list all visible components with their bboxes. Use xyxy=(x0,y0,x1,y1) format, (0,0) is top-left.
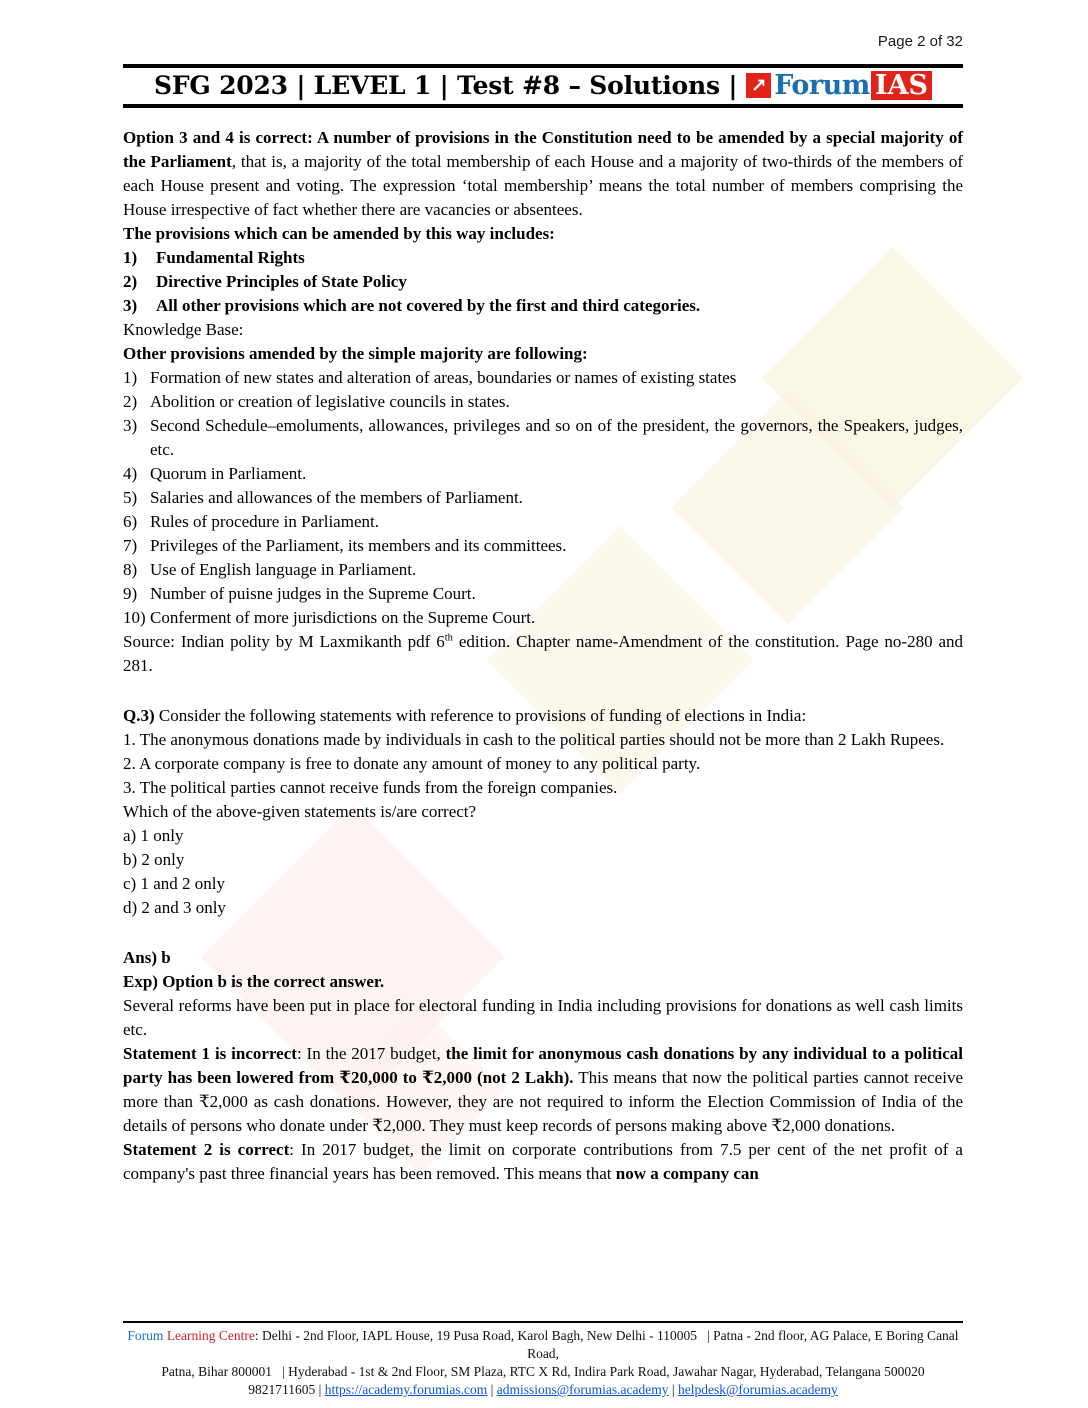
text-run: Which of the above-given statements is/are correct? xyxy=(123,802,477,821)
text-run: Salaries and allowances of the members of Parliament. xyxy=(150,488,523,507)
text-run: : Delhi - 2nd Floor, IAPL House, 19 Pusa Road, Karol Bagh, New Delhi - 110005 | Patna - 2nd floor, AG Palace, E Boring Canal Road, xyxy=(254,1328,962,1361)
list-marker: 5) xyxy=(123,488,138,507)
list-marker: 4) xyxy=(123,464,138,483)
text-run: 1. The anonymous donations made by individuals in cash to the political parties should not be more than 2 Lakh Rupees. xyxy=(123,730,945,749)
paragraph xyxy=(123,970,963,994)
logo-ias-text: IAS xyxy=(871,71,932,100)
text-run: : In the 2017 budget, xyxy=(296,1044,446,1063)
paragraph xyxy=(123,126,963,222)
text-run: c) 1 and 2 only xyxy=(123,874,225,893)
list-marker: 10) xyxy=(123,608,146,627)
text-run: Other provisions amended by the simple majority are following: xyxy=(123,344,588,363)
text-run: Learning Centre xyxy=(166,1328,255,1343)
academy-link[interactable]: https://academy.forumias.com xyxy=(324,1382,488,1397)
text-run: Exp) Option b is the correct answer. xyxy=(123,972,385,991)
paragraph xyxy=(123,704,963,728)
text-run: Number of puisne judges in the Supreme Court. xyxy=(150,584,476,603)
list-marker: 3) xyxy=(123,416,138,435)
list-marker: 9) xyxy=(123,584,138,603)
spacer xyxy=(123,678,963,704)
text-run: Rules of procedure in Parliament. xyxy=(150,512,379,531)
header-bar xyxy=(123,64,963,108)
text-run: Quorum in Parliament. xyxy=(150,464,307,483)
footer-line xyxy=(123,1363,963,1381)
text-run: Statement 2 is correct xyxy=(123,1140,290,1159)
text-run: d) 2 and 3 only xyxy=(123,898,226,917)
list-item xyxy=(123,366,963,390)
text-run: | xyxy=(668,1382,678,1397)
logo-forum-text: Forum xyxy=(774,70,870,101)
text-run: All other provisions which are not covered by the first and third categories. xyxy=(156,296,701,315)
text-run: Use of English language in Parliament. xyxy=(150,560,417,579)
paragraph xyxy=(123,728,963,752)
text-run: , that is, a majority of the total membership of each House and a majority of two-thirds of the members of each House present and voting. The expression ‘total membership’ means the total number of members comprising the House irrespective of fact whether there are vacancies or absentees. xyxy=(123,152,963,219)
list-marker: 1) xyxy=(123,248,138,267)
paragraph xyxy=(123,222,963,246)
footer xyxy=(123,1321,963,1399)
text-run: Several reforms have been put in place for electoral funding in India including provisions for donations as well cash limits etc. xyxy=(123,996,963,1039)
document-body xyxy=(123,126,963,1186)
list-marker: 3) xyxy=(123,296,138,315)
text-run: Directive Principles of State Policy xyxy=(156,272,407,291)
list-marker: 2) xyxy=(123,392,138,411)
text-run: a) 1 only xyxy=(123,826,184,845)
list-marker: 8) xyxy=(123,560,138,579)
text-run: Privileges of the Parliament, its members and its committees. xyxy=(150,536,567,555)
text-run: Knowledge Base: xyxy=(123,320,244,339)
paragraph xyxy=(123,630,963,678)
list-item xyxy=(123,462,963,486)
text-run: 2. A corporate company is free to donate any amount of money to any political party. xyxy=(123,754,701,773)
list-item xyxy=(123,414,963,462)
admissions-link[interactable]: admissions@forumias.academy xyxy=(496,1382,669,1397)
footer-line xyxy=(123,1381,963,1399)
text-run: Statement 1 is incorrect xyxy=(123,1044,297,1063)
paragraph xyxy=(123,896,963,920)
paragraph xyxy=(123,994,963,1042)
list-marker: 7) xyxy=(123,536,138,555)
paragraph xyxy=(123,342,963,366)
text-run: Conferment of more jurisdictions on the Supreme Court. xyxy=(150,608,536,627)
text-run: Option 3 and 4 is correct: A number of provisions in the Constitution need to be amended by a special majority of the Parliament xyxy=(123,128,963,171)
page-title: SFG 2023 | LEVEL 1 | Test #8 – Solutions | xyxy=(154,71,738,100)
text-run: 3. The political parties cannot receive funds from the foreign companies. xyxy=(123,778,618,797)
list-item xyxy=(123,582,963,606)
text-run: The provisions which can be amended by this way includes: xyxy=(123,224,555,243)
text-run: Forum xyxy=(127,1328,164,1343)
paragraph xyxy=(123,1042,963,1138)
text-run: Second Schedule–emoluments, allowances, privileges and so on of the president, the governors, the Speakers, judges, etc. xyxy=(150,416,963,459)
text-run: Abolition or creation of legislative councils in states. xyxy=(150,392,510,411)
text-run: Source: Indian polity by M Laxmikanth pdf 6 xyxy=(123,632,445,651)
text-run: b) 2 only xyxy=(123,850,185,869)
text-run: 9821711605 | xyxy=(248,1382,325,1397)
text-run: | xyxy=(487,1382,497,1397)
list-item xyxy=(123,294,963,318)
paragraph xyxy=(123,776,963,800)
list-marker: 6) xyxy=(123,512,138,531)
paragraph xyxy=(123,752,963,776)
text-run: Patna, Bihar 800001 | Hyderabad - 1st & 2nd Floor, SM Plaza, RTC X Rd, Indira Park Road, Jawahar Nagar, Hyderabad, Telangana 500020 xyxy=(161,1364,925,1379)
paragraph xyxy=(123,824,963,848)
page-number: Page 2 of 32 xyxy=(877,33,963,50)
list-marker: 2) xyxy=(123,272,138,291)
text-run: Ans) b xyxy=(123,948,171,967)
text-run: Consider the following statements with reference to provisions of funding of elections in India: xyxy=(154,706,807,725)
paragraph xyxy=(123,848,963,872)
helpdesk-link[interactable]: helpdesk@forumias.academy xyxy=(677,1382,838,1397)
text-run: Formation of new states and alteration of areas, boundaries or names of existing states xyxy=(150,368,737,387)
list-item xyxy=(123,606,963,630)
list-item xyxy=(123,510,963,534)
text-run: : In 2017 budget, the limit on corporate contributions from 7.5 per cent of the net profit of a company's past three financial years has been removed. This means that xyxy=(123,1140,963,1183)
text-run: edition. Chapter name-Amendment of the constitution. Page no-280 and 281. xyxy=(123,632,964,675)
paragraph xyxy=(123,318,963,342)
list-item xyxy=(123,534,963,558)
list-marker: 1) xyxy=(123,368,138,387)
footer-line xyxy=(123,1327,963,1363)
paragraph xyxy=(123,946,963,970)
list-item xyxy=(123,390,963,414)
text-run: Q.3) xyxy=(123,706,155,725)
paragraph xyxy=(123,1138,963,1186)
list-item xyxy=(123,270,963,294)
list-item xyxy=(123,558,963,582)
text-run: Fundamental Rights xyxy=(156,248,305,267)
list-item xyxy=(123,246,963,270)
text-run: now a company can xyxy=(615,1164,759,1183)
text-run: This means that now the political parties cannot receive more than ₹2,000 as cash donations. However, they are not required to inform the Election Commission of India of the details of persons who donate under ₹2,000. They must keep records of persons making above ₹2,000 donations. xyxy=(123,1068,963,1135)
text-run: the limit for anonymous cash donations by any individual to a political party has been lowered from ₹20,000 to ₹2,000 (not 2 Lakh). xyxy=(123,1044,963,1087)
paragraph xyxy=(123,800,963,824)
arrow-up-right-icon: ↗ xyxy=(746,73,771,98)
spacer xyxy=(123,920,963,946)
paragraph xyxy=(123,872,963,896)
forumias-logo xyxy=(746,70,932,101)
text-run: th xyxy=(444,632,453,644)
list-item xyxy=(123,486,963,510)
